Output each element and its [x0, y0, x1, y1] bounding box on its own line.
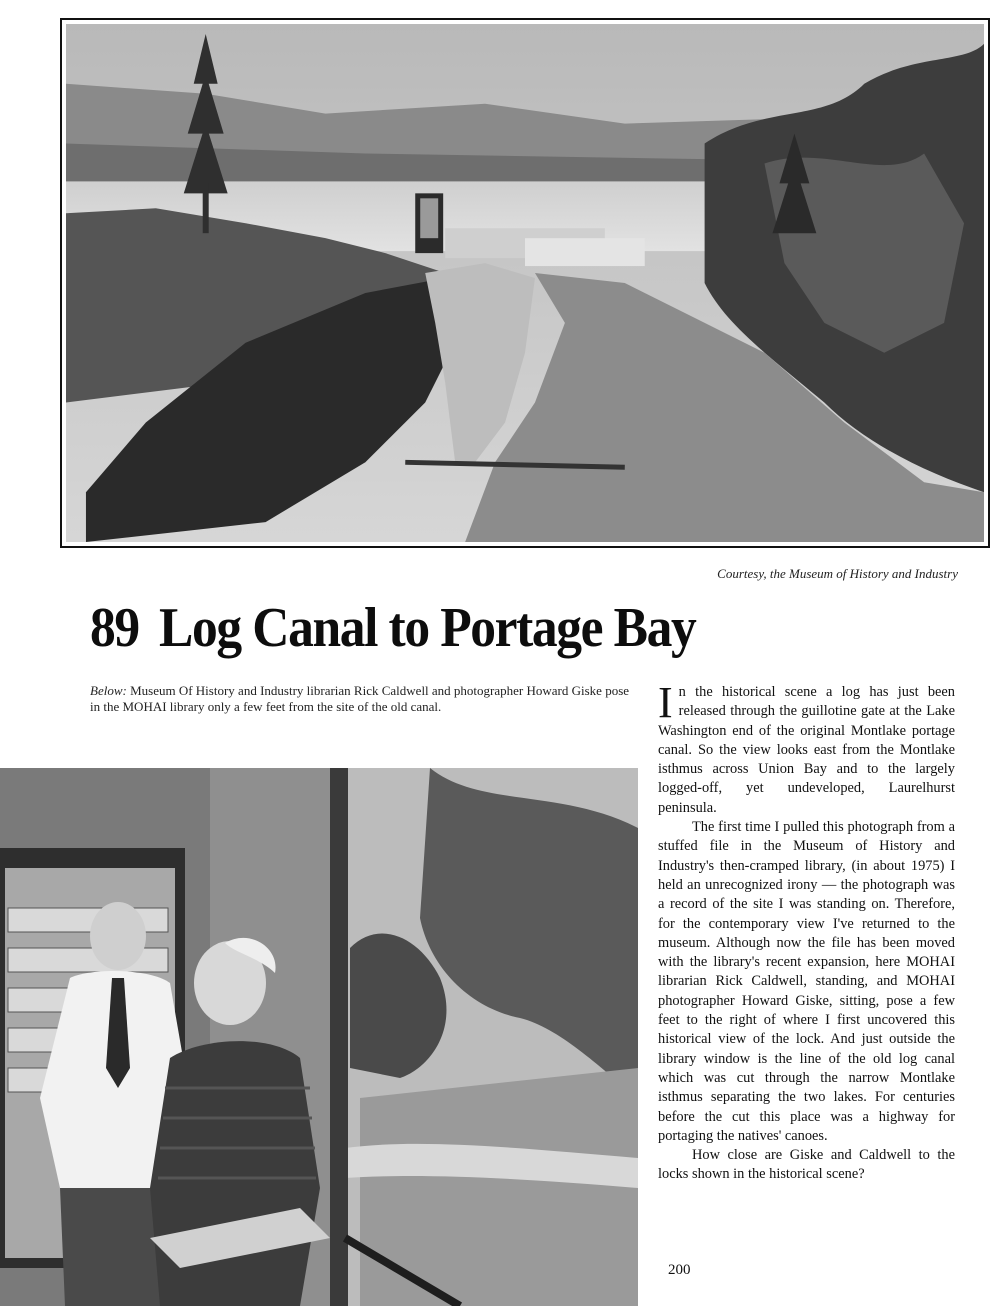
contemporary-photo — [0, 768, 638, 1306]
page-number: 200 — [668, 1262, 691, 1278]
article-body — [658, 678, 955, 1185]
photo-caption — [90, 683, 635, 715]
chapter-heading — [90, 596, 695, 660]
photo-credit: Courtesy, the Museum of History and Industry — [717, 566, 958, 581]
chapter-title: Log Canal to Portage Bay — [159, 597, 696, 659]
body-paragraph: The first time I pulled this photograph from a stuffed file in the Museum of History and Industry's then-cramped library, (in about 1975) I held an unrecognized irony — the photograph was a record of the site I was standing on. Therefore, for the contemporary view I've returned to the museum. Although now the file has been moved with the library's recent expansion, here MOHAI librarian Rick Caldwell, standing, and MOHAI photographer Howard Giske, sitting, pose a few feet to the right of where I first uncovered this historical view of the lock. And just outside the library window is the line of the old log canal which was cut through the narrow Montlake isthmus separating the two lakes. For centuries before the cut this place was a highway for portaging the natives' canoes. — [658, 819, 955, 1144]
historical-photo-image — [66, 24, 984, 542]
chapter-number: 89 — [90, 597, 139, 659]
drop-cap: I — [658, 678, 673, 727]
contemporary-photo-image — [0, 768, 638, 1306]
caption-lead: Below: — [90, 683, 127, 698]
historical-photo — [60, 18, 990, 548]
caption-text: Museum Of History and Industry librarian Rick Caldwell and photographer Howard Giske pose in the MOHAI library only a few feet from the site of the old canal. — [90, 683, 630, 714]
body-paragraph: How close are Giske and Caldwell to the locks shown in the historical scene? — [658, 1147, 955, 1183]
body-paragraph: In the historical scene a log has just been released through the guillotine gate at the Lake Washington end of the original Montlake portage canal. So the view looks east from the Montlake isthmus across Union Bay and to the largely logged-off, yet undeveloped, Laurelhurst peninsula. — [658, 678, 955, 816]
